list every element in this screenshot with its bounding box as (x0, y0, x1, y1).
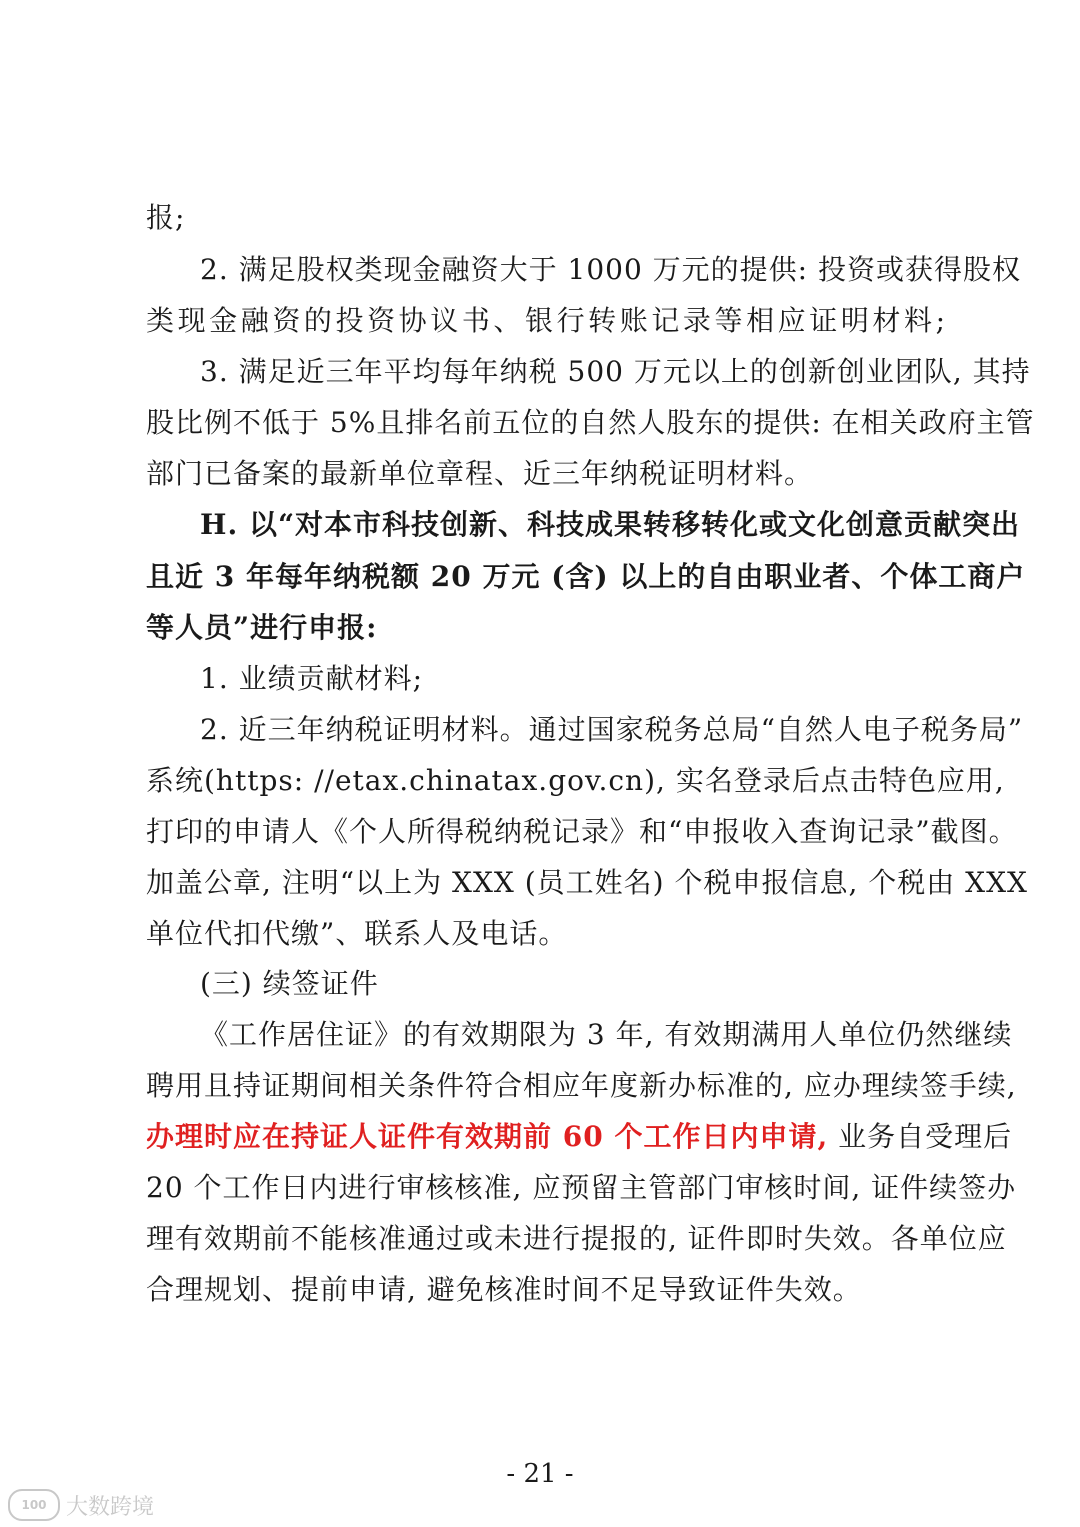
text-line: 3. 满足近三年平均每年纳税 500 万元以上的创新创业团队, 其持 (200, 355, 1031, 388)
watermark-logo-icon: 100 (8, 1489, 60, 1521)
red-highlight-text: 办理时应在持证人证件有效期前 60 个工作日内申请, (146, 1120, 829, 1153)
page-number: - 21 - (506, 1459, 574, 1489)
text-line: 2. 满足股权类现金融资大于 1000 万元的提供: 投资或获得股权 (200, 253, 1022, 286)
text-line: 1. 业绩贡献材料; (200, 662, 424, 695)
text-line: 股比例不低于 5%且排名前五位的自然人股东的提供: 在相关政府主管 (146, 406, 1035, 439)
section-heading-line: H. 以“对本市科技创新、科技成果转移转化或文化创意贡献突出 (200, 508, 1021, 541)
text-line: 20 个工作日内进行审核核准, 应预留主管部门审核时间, 证件续签办 (146, 1171, 1017, 1204)
text-line: 报; (146, 201, 186, 234)
text-line: 《工作居住证》的有效期限为 3 年, 有效期满用人单位仍然继续 (200, 1018, 1013, 1051)
text-line-with-highlight (146, 1117, 1013, 1157)
text-line: 聘用且持证期间相关条件符合相应年度新办标准的, 应办理续签手续, (146, 1069, 1017, 1102)
text-line-rest: 业务自受理后 (828, 1120, 1013, 1153)
text-line: 类现金融资的投资协议书、银行转账记录等相应证明材料; (146, 304, 946, 337)
text-line: 部门已备案的最新单位章程、近三年纳税证明材料。 (146, 457, 814, 490)
text-line: 系统(https: //etax.chinatax.gov.cn), 实名登录后点击特色应用, (146, 764, 1005, 797)
subsection-heading: (三) 续签证件 (200, 967, 379, 1000)
text-line: 2. 近三年纳税证明材料。通过国家税务总局“自然人电子税务局” (200, 713, 1024, 746)
text-line: 打印的申请人《个人所得税纳税记录》和“申报收入查询记录”截图。 (146, 815, 1018, 848)
watermark (8, 1488, 154, 1522)
text-line: 加盖公章, 注明“以上为 XXX (员工姓名) 个税申报信息, 个税由 XXX (146, 866, 1028, 899)
watermark-text: 大数跨境 (66, 1494, 155, 1520)
section-heading-line: 等人员”进行申报: (146, 611, 378, 644)
text-line: 单位代扣代缴”、联系人及电话。 (146, 917, 568, 950)
section-heading-line: 且近 3 年每年纳税额 20 万元 (含) 以上的自由职业者、个体工商户 (146, 560, 1026, 593)
text-line: 合理规划、提前申请, 避免核准时间不足导致证件失效。 (146, 1273, 862, 1306)
text-line: 理有效期前不能核准通过或未进行提报的, 证件即时失效。各单位应 (146, 1222, 1007, 1255)
